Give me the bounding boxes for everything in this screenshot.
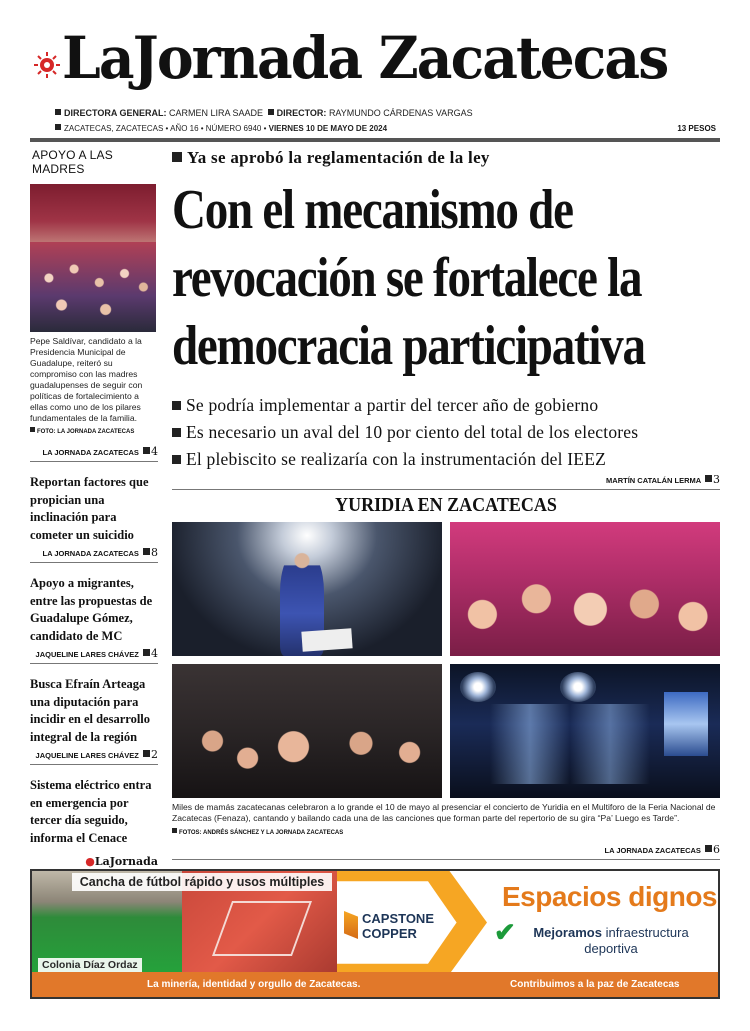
subheading: Se podría implementar a partir del tercer año de gobierno xyxy=(172,392,720,419)
advertisement[interactable] xyxy=(30,869,720,999)
bullet-icon xyxy=(172,455,181,464)
side-story-title[interactable]: Apoyo a migrantes, entre las propuestas de Guadalupe Gómez, candidato de MC xyxy=(30,576,153,643)
subheading: Es necesario un aval del 10 por ciento del total de los electores xyxy=(172,419,720,446)
bullet-icon xyxy=(55,124,61,130)
ad-location: Colonia Díaz Ordaz xyxy=(38,958,142,973)
sun-logo-icon xyxy=(34,52,60,78)
concert-photo-credit: FOTOS: ANDRÉS SÁNCHEZ Y LA JORNADA ZACATECAS xyxy=(172,828,343,836)
photo-caption-left: Pepe Saldívar, candidato a la Presidencia Municipal de Guadalupe, reiteró su compromiso con las madres guadalupenses de seguir con políticas de fortalecimiento a ellas como uno de los pilares fundamentales de la familia. xyxy=(30,336,143,423)
concert-photo-stage[interactable] xyxy=(450,664,720,798)
photo-credit-left: FOTO: LA JORNADA ZACATECAS xyxy=(30,427,158,435)
main-column xyxy=(172,148,720,517)
director-general-label: DIRECTORA GENERAL: xyxy=(64,108,167,118)
concert-photo-audience[interactable] xyxy=(450,522,720,656)
bullet-icon xyxy=(268,109,274,115)
issue-date: VIERNES 10 DE MAYO DE 2024 xyxy=(268,124,388,133)
ad-title: Cancha de fútbol rápido y usos múltiples xyxy=(72,873,332,891)
masthead xyxy=(30,22,720,92)
bullet-icon xyxy=(172,401,181,410)
side-story-title[interactable]: Reportan factores que propician una inclinación para cometer un suicidio xyxy=(30,475,149,542)
checkmark-icon: ✔ xyxy=(494,917,516,947)
ad-footer xyxy=(32,972,718,997)
director-name: RAYMUNDO CÁRDENAS VARGAS xyxy=(328,108,473,118)
credits-line xyxy=(55,108,473,118)
author-ref[interactable]: MARTÍN CATALÁN LERMA 3 xyxy=(172,473,720,490)
mothers-event-photo[interactable] xyxy=(30,184,156,332)
concert-photo-fans[interactable] xyxy=(172,664,442,798)
bullet-icon xyxy=(55,109,61,115)
jornada-logo: ●LaJornada xyxy=(30,855,158,871)
concert-photos xyxy=(172,522,720,798)
section-title-apoyo: APOYO A LAS MADRES xyxy=(32,148,113,176)
ad-right-title: Espacios dignos xyxy=(502,881,717,912)
ad-footer-left: La minería, identidad y orgullo de Zacatecas. xyxy=(147,979,361,990)
dateline-prefix: ZACATECAS, ZACATECAS • AÑO 16 • NÚMERO 6940 • xyxy=(64,124,267,133)
ad-right-subtitle: Mejoramos infraestructura deportiva xyxy=(533,925,689,956)
masthead-rule xyxy=(30,138,720,142)
kicker: Ya se aprobó la reglamentación de la ley xyxy=(172,148,720,168)
side-story-title[interactable]: Busca Efraín Arteaga una diputación para incidir en el desarrollo integral de la región xyxy=(30,677,151,744)
bullet-icon xyxy=(172,428,181,437)
director-label: DIRECTOR: xyxy=(276,108,327,118)
director-general-name: CARMEN LIRA SAADE xyxy=(169,108,264,118)
dateline xyxy=(55,124,387,133)
subheading: El plebiscito se realizaría con la instrumentación del IEEZ xyxy=(172,446,720,473)
page-ref[interactable]: JAQUELINE LARES CHÁVEZ 2 xyxy=(30,748,158,765)
newspaper-brand: LaJornada Zacatecas xyxy=(62,24,668,92)
side-story-title[interactable]: Sistema eléctrico entra en emergencia por tercer día seguido, informa el Cenace xyxy=(30,778,152,845)
subheadings xyxy=(172,392,720,473)
left-column xyxy=(30,148,158,871)
page-ref[interactable]: LA JORNADA ZACATECAS 8 xyxy=(30,546,158,563)
page-ref[interactable]: JAQUELINE LARES CHÁVEZ 4 xyxy=(30,647,158,664)
capstone-brand: CAPSTONE COPPER xyxy=(362,911,434,941)
photo-section-title: YURIDIA EN ZACATECAS xyxy=(335,494,557,516)
concert-photo-caption: Miles de mamás zacatecanas celebraron a lo grande el 10 de mayo al presenciar el concierto de Yuridia en el Multiforo de la Feria Nacional de Zacatecas (Fenaza), cantando y bailando cada una de las canciones que forman parte del repertorio de su gira “Pa’ Luego es Tarde”. xyxy=(172,802,716,823)
main-headline[interactable]: Con el mecanismo de revocación se fortalece la democracia participativa xyxy=(172,179,645,377)
page-ref[interactable]: LA JORNADA ZACATECAS 4 xyxy=(30,445,158,462)
ad-footer-right: Contribuimos a la paz de Zacatecas xyxy=(510,979,680,990)
page-ref[interactable]: LA JORNADA ZACATECAS 6 xyxy=(172,843,720,860)
concert-photo-singer[interactable] xyxy=(172,522,442,656)
price: 13 PESOS xyxy=(677,124,716,133)
